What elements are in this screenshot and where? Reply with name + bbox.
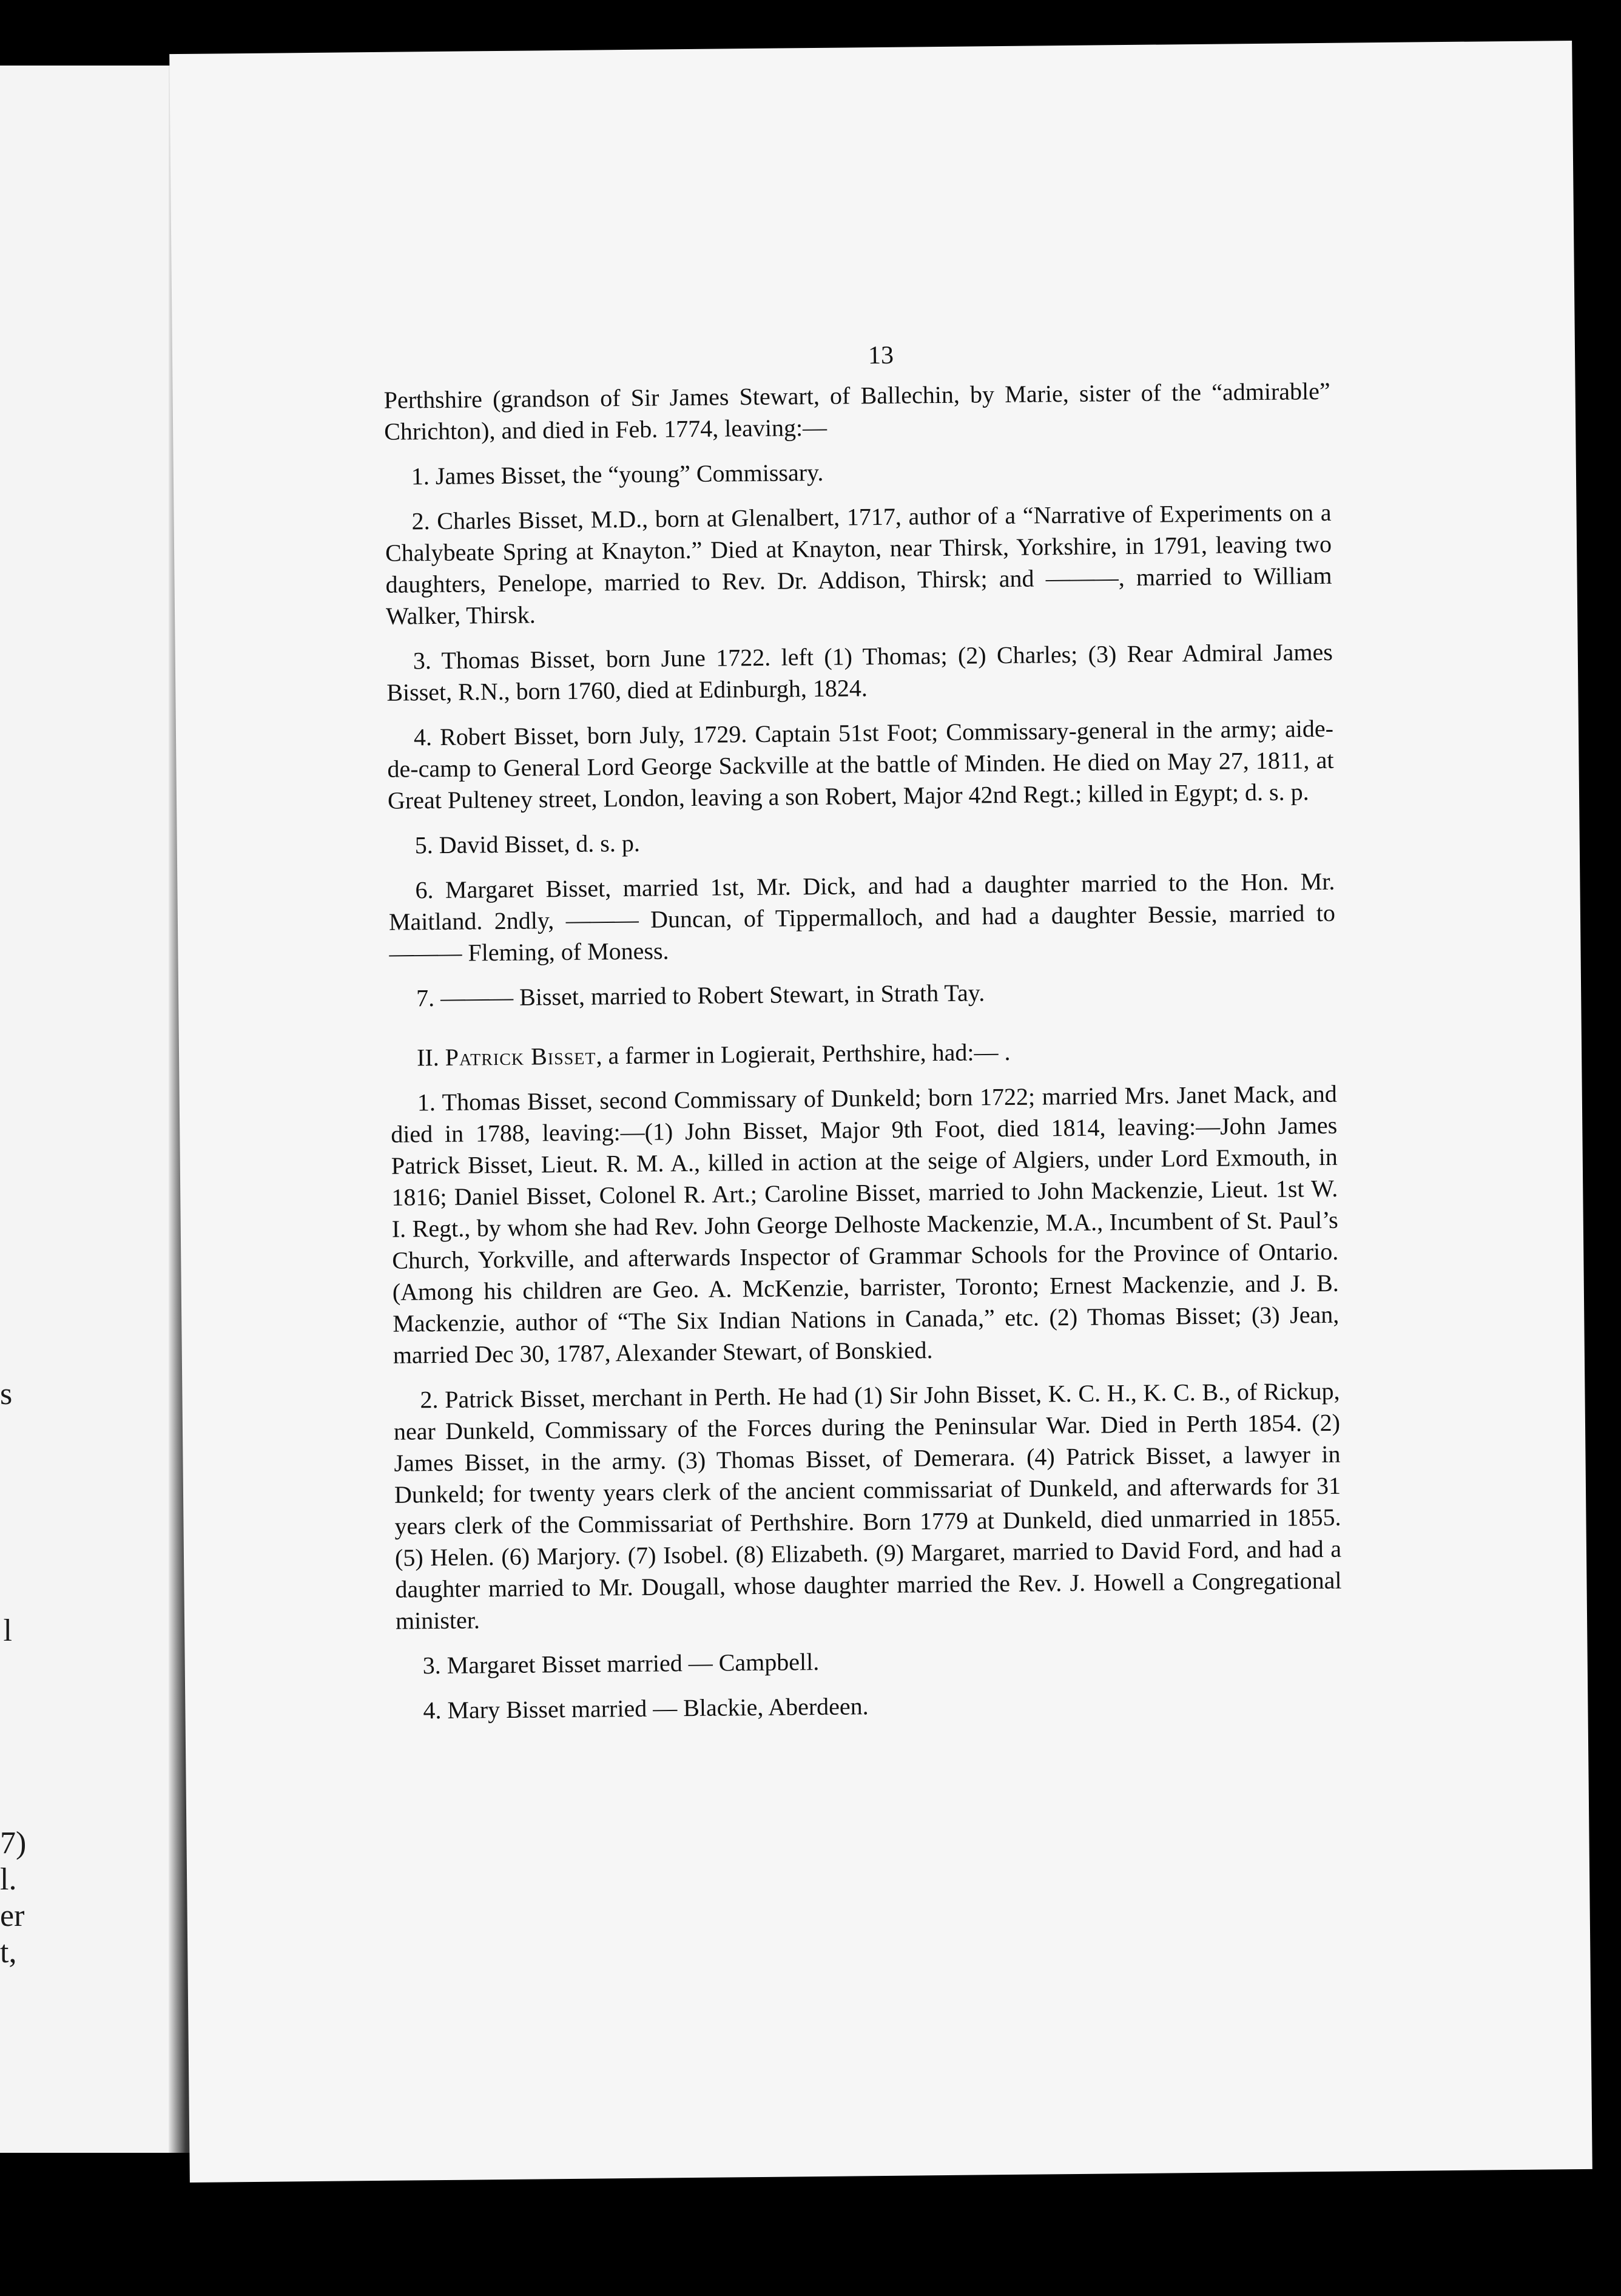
facing-page-fragment: s bbox=[0, 1377, 13, 1411]
list-item: 2. Charles Bisset, M.D., born at Glenalbert, 1717, author of a “Narrative of Experiments on a Chalybeate Spring at Knayton.” Died at Knayton, near Thirsk, Yorkshire, in 1791, leaving two daughters, Penelope, married to Rev. Dr. Addison, Thirsk; and ———, married to William Walker, Thirsk. bbox=[385, 498, 1332, 630]
scanned-page bbox=[169, 41, 1592, 2183]
facing-page-fragment: t, bbox=[0, 1935, 17, 1970]
facing-page-fragment: l bbox=[3, 1613, 12, 1648]
list-item: 2. Patrick Bisset, merchant in Perth. He had (1) Sir John Bisset, K. C. H., K. C. B., of Rickup, near Dunkeld, Commissary of the Forces during the Peninsular War. Died in Perth 1854. (2) James Bisset, in the army. (3) Thomas Bisset, of Demerara. (4) Patrick Bisset, a lawyer in Dunkeld; for twenty years clerk of the ancient commissariat of Dunkeld, and afterwards for 31 years clerk of the Commissariat of Perthshire. Born 1779 at Dunkeld, died unmarried in 1855. (5) Helen. (6) Marjory. (7) Isobel. (8) Elizabeth. (9) Margaret, married to David Ford, and had a daughter married to Mr. Dougall, whose daughter married the Rev. J. Howell a Congregational minister. bbox=[393, 1377, 1342, 1635]
list-item: 1. James Bisset, the “young” Commissary. bbox=[411, 458, 824, 490]
list-item: 5. David Bisset, d. s. p. bbox=[414, 829, 641, 859]
section-heading-two bbox=[390, 1033, 1336, 1074]
section-numeral: II. bbox=[416, 1043, 439, 1072]
facing-page-fragment: er bbox=[0, 1899, 25, 1933]
facing-page-fragment: l. bbox=[0, 1862, 17, 1897]
opening-paragraph: Perthshire (grandson of Sir James Stewart, of Ballechin, by Marie, sister of the “admirable” Chrichton), and died in Feb. 1774, leaving:— bbox=[383, 377, 1330, 445]
list-item: 1. Thomas Bisset, second Commissary of Dunkeld; born 1722; married Mrs. Janet Mack, and died in 1788, leaving:—(1) John Bisset, Major 9th Foot, died 1814, leaving:—John James Patrick Bisset, Lieut. R. M. A., killed in action at the seige of Algiers, under Lord Exmouth, in 1816; Daniel Bisset, Colonel R. Art.; Caroline Bisset, married to John Mackenzie, Lieut. 1st W. I. Regt., by whom she had Rev. John George Delhoste Mackenzie, M.A., Incumbent of St. Paul’s Church, Yorkville, and afterwards Inspector of Grammar Schools for the Province of Ontario. (Among his children are Geo. A. McKenzie, barrister, Toronto; Ernest Mackenzie, and J. B. Mackenzie, author of “The Six Indian Nations in Canada,” etc. (2) Thomas Bisset; (3) Jean, married Dec 30, 1787, Alexander Stewart, of Bonskied. bbox=[391, 1079, 1340, 1369]
section-heading-rest: , a farmer in Logierait, Perthshire, had:— . bbox=[596, 1038, 1011, 1070]
list-item: 3. Margaret Bisset married — Campbell. bbox=[422, 1648, 820, 1680]
page-number: 13 bbox=[868, 341, 894, 370]
facing-page-fragment: 7) bbox=[0, 1826, 27, 1860]
list-item: 3. Thomas Bisset, born June 1722. left (1) Thomas; (2) Charles; (3) Rear Admiral James Bisset, R.N., born 1760, died at Edinburgh, 1824. bbox=[386, 638, 1333, 706]
section-person-name: Patrick Bisset bbox=[445, 1042, 596, 1071]
list-item: 6. Margaret Bisset, married 1st, Mr. Dick, and had a daughter married to the Hon. Mr. Maitland. 2ndly, ——— Duncan, of Tippermalloch, and had a daughter Bessie, married to ——— Fleming, of Moness. bbox=[388, 867, 1336, 967]
page-text-block bbox=[383, 336, 1343, 1740]
list-item: 4. Mary Bisset married — Blackie, Aberdeen. bbox=[423, 1692, 869, 1724]
list-item: 4. Robert Bisset, born July, 1729. Captain 51st Foot; Commissary-general in the army; aide-de-camp to General Lord George Sackville at the battle of Minden. He died on May 27, 1811, at Great Pulteney street, London, leaving a son Robert, Major 42nd Regt.; killed in Egypt; d. s. p. bbox=[387, 714, 1334, 814]
list-item: 7. ——— Bisset, married to Robert Stewart, in Strath Tay. bbox=[416, 979, 985, 1012]
